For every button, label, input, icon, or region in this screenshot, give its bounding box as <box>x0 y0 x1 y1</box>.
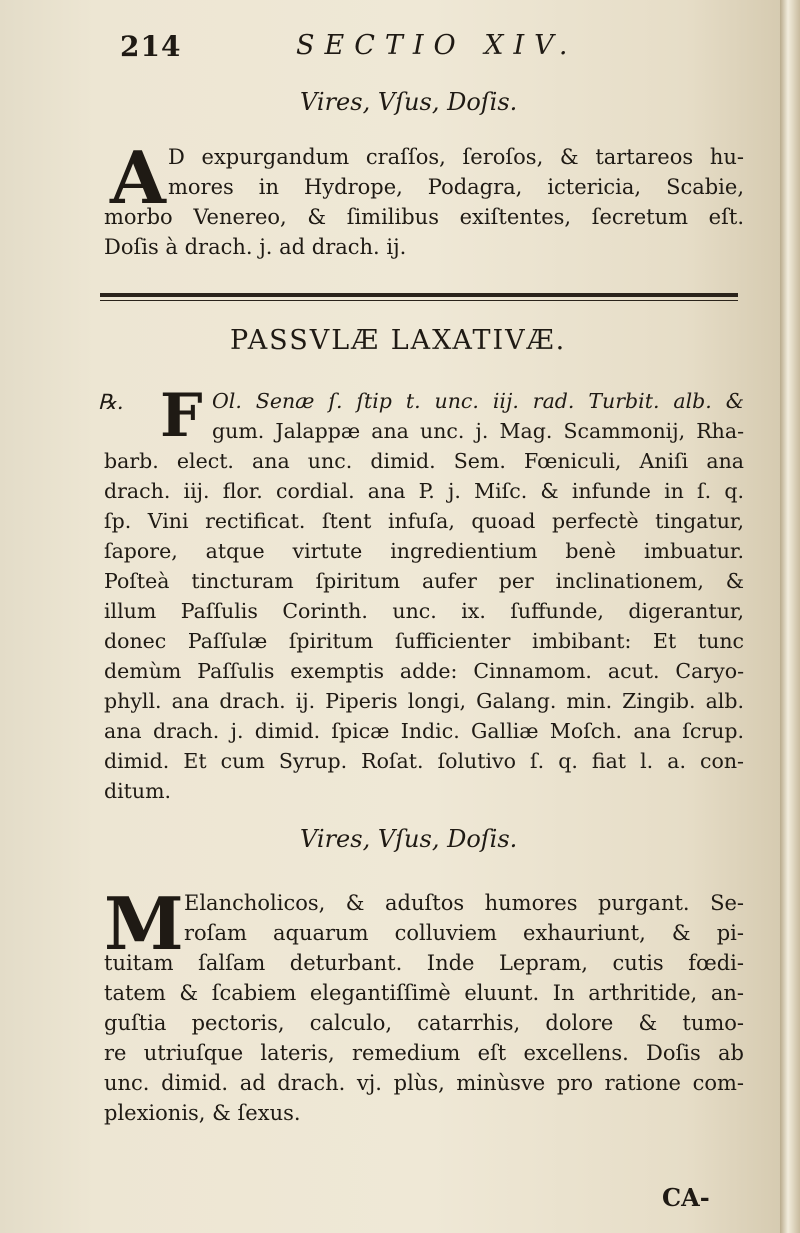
text-line: barb. elect. ana unc. dimid. Sem. Fœniculi, Aniſi ana <box>104 449 744 473</box>
text-line: re utriuſque lateris, remedium eſt excellens. Doſis ab <box>104 1041 744 1065</box>
text-line: ana drach. j. dimid. ſpicæ Indic. Galliæ Moſch. ana ſcrup. <box>104 719 744 743</box>
running-head: SECTIO XIV. <box>296 30 578 61</box>
ornamental-rule-thin <box>100 300 738 301</box>
ornamental-rule <box>100 293 738 297</box>
text-line: D expurgandum craſſos, ſeroſos, & tartareos hu- <box>168 145 744 169</box>
paragraph-vires-2 <box>104 881 744 1128</box>
text-line: Poſteà tincturam ſpiritum aufer per inclinationem, & <box>104 569 744 593</box>
text-line: tuitam ſalſam deturbant. Inde Lepram, cutis fœdi- <box>104 951 744 975</box>
subheading-vires-2: Vires, Vſus, Doſis. <box>300 825 518 853</box>
text-line: phyll. ana drach. ij. Piperis longi, Galang. min. Zingib. alb. <box>104 689 744 713</box>
recipe-paragraph <box>104 381 744 806</box>
text-line: illum Paſſulis Corinth. unc. ix. ſuffunde, digerantur, <box>104 599 744 623</box>
recipe-title: PASSVLÆ LAXATIVÆ. <box>230 325 567 356</box>
text-line: drach. iij. flor. cordial. ana P. j. Miſc. & infunde in ſ. q. <box>104 479 744 503</box>
text-line: unc. dimid. ad drach. vj. plùs, minùsve pro ratione com- <box>104 1071 744 1095</box>
text-line: dimid. Et cum Syrup. Roſat. ſolutivo ſ. q. fiat l. a. con- <box>104 749 744 773</box>
recipe-symbol: ℞. <box>98 390 124 414</box>
text-line: Elancholicos, & aduſtos humores purgant. Se- <box>184 891 744 915</box>
text-line: Doſis à drach. j. ad drach. ij. <box>104 235 407 259</box>
text-line: donec Paſſulæ ſpiritum ſufficienter imbibant: Et tunc <box>104 629 744 653</box>
catchword: CA- <box>662 1183 710 1212</box>
subheading-vires-1: Vires, Vſus, Doſis. <box>300 88 518 116</box>
text-line: guſtia pectoris, calculo, catarrhis, dolore & tumo- <box>104 1011 744 1035</box>
text-line: morbo Venereo, & ſimilibus exiſtentes, ſecretum eſt. <box>104 205 744 229</box>
page-number: 214 <box>120 30 182 63</box>
text-line: mores in Hydrope, Podagra, ictericia, Scabie, <box>168 175 744 199</box>
text-line: roſam aquarum colluviem exhauriunt, & pi- <box>184 921 744 945</box>
text-line: ſp. Vini rectificat. ſtent infuſa, quoad perfectè tingatur, <box>104 509 744 533</box>
text-line: ditum. <box>104 779 172 803</box>
text-line: tatem & ſcabiem elegantiſſimè eluunt. In arthritide, an- <box>104 981 744 1005</box>
text-line: gum. Jalappæ ana unc. j. Mag. Scammonij, Rha- <box>212 419 744 443</box>
drop-cap-a: A <box>110 135 166 220</box>
text-line: ſapore, atque virtute ingredientium benè imbuatur. <box>104 539 744 563</box>
text-line: demùm Paſſulis exemptis adde: Cinnamom. acut. Caryo- <box>104 659 744 683</box>
paragraph-vires-1 <box>104 135 744 262</box>
text-line: Ol. Senæ ſ. ſtip t. unc. iij. rad. Turbit. alb. & <box>212 389 744 413</box>
text-line: plexionis, & ſexus. <box>104 1101 301 1125</box>
drop-cap-f: F <box>160 381 203 451</box>
drop-cap-m: M <box>104 881 184 966</box>
page-edge <box>780 0 800 1233</box>
